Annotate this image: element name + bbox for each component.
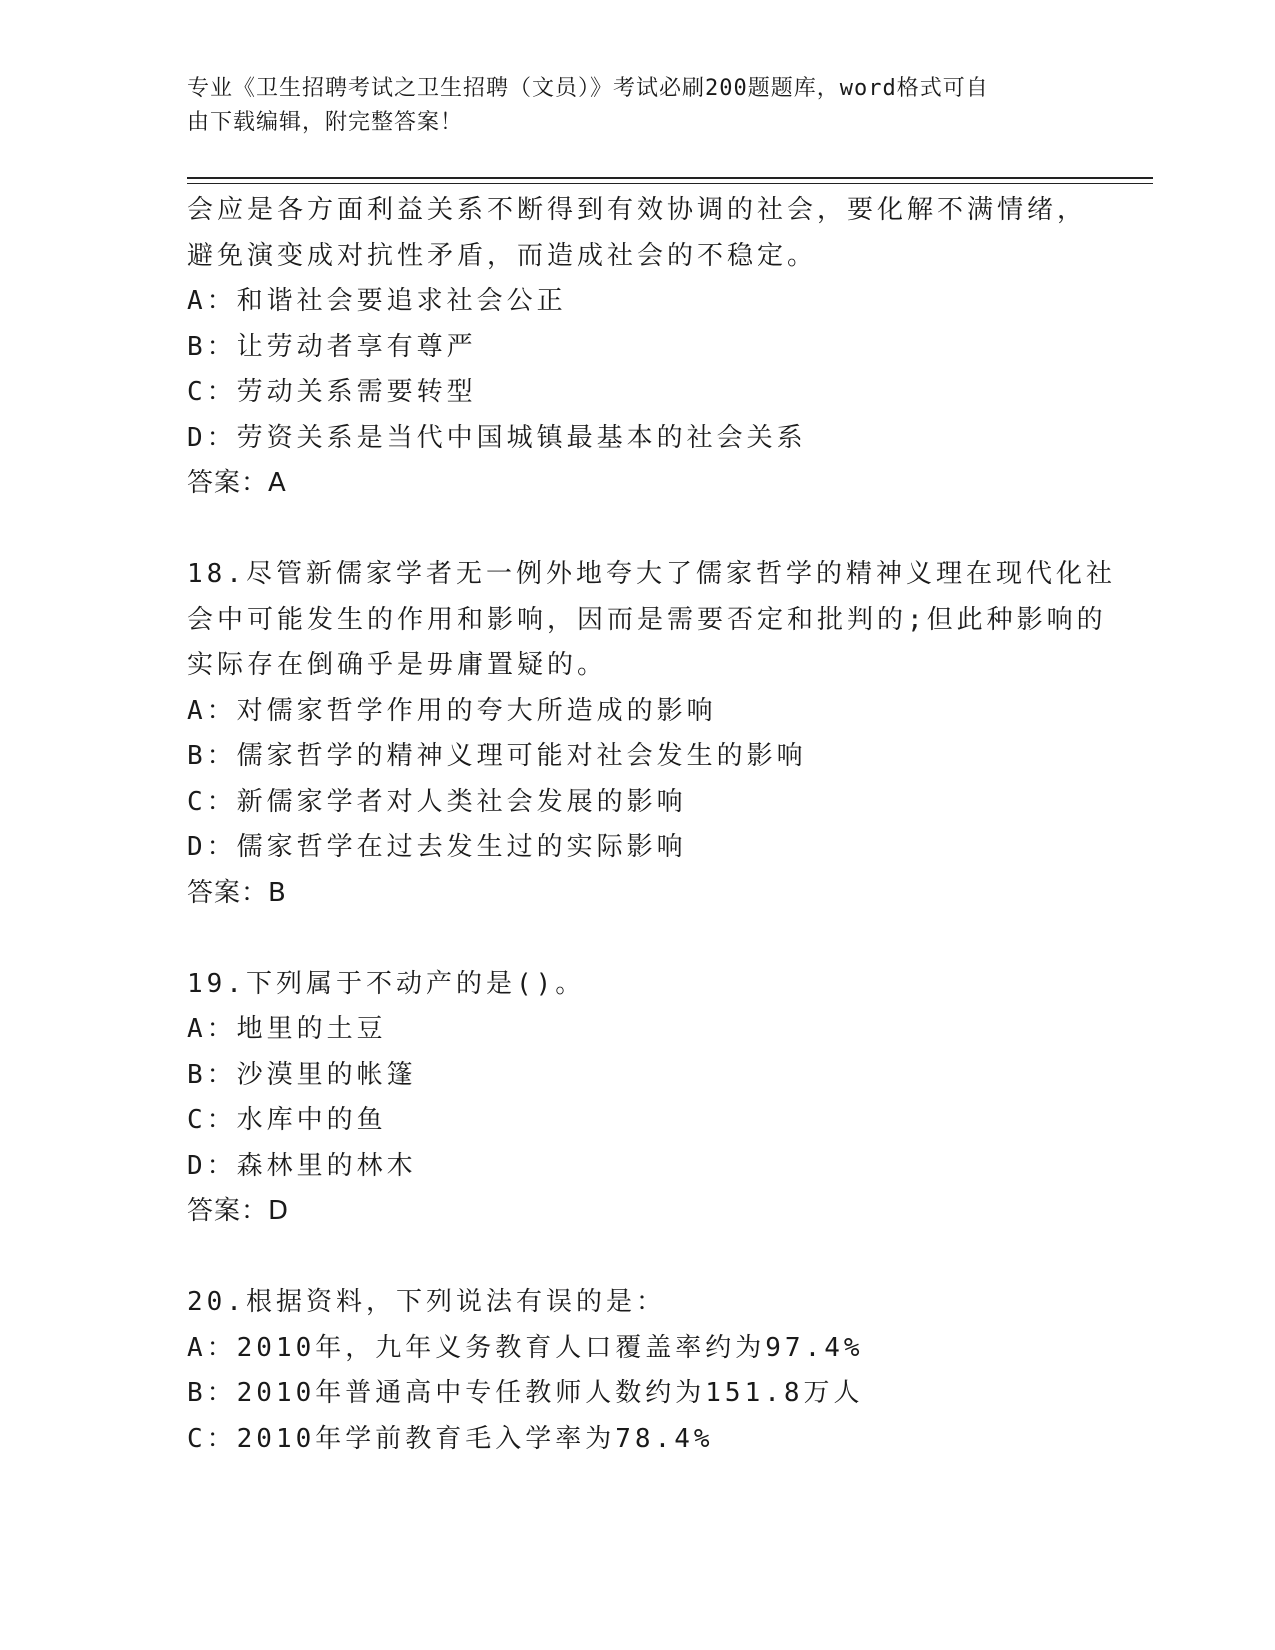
header-rule-thick bbox=[187, 177, 1153, 179]
document-header bbox=[187, 72, 1067, 140]
option-b: B：2010年普通高中专任教师人数约为151.8万人 bbox=[187, 1378, 864, 1408]
option-a: A：对儒家哲学作用的夸大所造成的影响 bbox=[187, 695, 717, 726]
option-a: A：和谐社会要追求社会公正 bbox=[187, 286, 567, 316]
question-19 bbox=[187, 962, 1087, 1235]
question-text-line: 实际存在倒确乎是毋庸置疑的。 bbox=[187, 650, 608, 680]
question-text-line: 避免演变成对抗性矛盾，而造成社会的不稳定。 bbox=[187, 240, 818, 271]
header-line-2: 由下载编辑，附完整答案！ bbox=[187, 110, 464, 135]
option-a: A：2010年，九年义务教育人口覆盖率约为97.4% bbox=[187, 1332, 864, 1363]
option-d: D：劳资关系是当代中国城镇最基本的社会关系 bbox=[187, 422, 807, 453]
question-list bbox=[187, 188, 1116, 1462]
option-d: D：森林里的林木 bbox=[187, 1150, 417, 1181]
question-text-line: 会中可能发生的作用和影响，因而是需要否定和批判的;但此种影响的 bbox=[187, 604, 1107, 635]
question-continued bbox=[187, 188, 1087, 507]
answer-line: 答案：A bbox=[187, 468, 287, 498]
question-text-line: 19.下列属于不动产的是()。 bbox=[187, 968, 586, 999]
option-c: C：劳动关系需要转型 bbox=[187, 377, 477, 407]
question-text-line: 18.尽管新儒家学者无一例外地夸大了儒家哲学的精神义理在现代化社 bbox=[187, 559, 1116, 589]
answer-line: 答案：D bbox=[187, 1196, 290, 1226]
question-text-line: 会应是各方面利益关系不断得到有效协调的社会，要化解不满情绪， bbox=[187, 195, 1088, 225]
option-c: C：2010年学前教育毛入学率为78.4% bbox=[187, 1423, 714, 1454]
spacer bbox=[187, 1235, 1087, 1281]
option-d: D：儒家哲学在过去发生过的实际影响 bbox=[187, 832, 687, 862]
option-b: B：让劳动者享有尊严 bbox=[187, 331, 477, 362]
option-c: C：水库中的鱼 bbox=[187, 1105, 387, 1135]
question-20 bbox=[187, 1280, 1087, 1462]
question-18 bbox=[187, 552, 1116, 916]
question-text-line: 20.根据资料，下列说法有误的是： bbox=[187, 1287, 666, 1317]
option-c: C：新儒家学者对人类社会发展的影响 bbox=[187, 786, 687, 817]
header-line-1: 专业《卫生招聘考试之卫生招聘（文员）》考试必刷200题题库，word格式可自 bbox=[187, 76, 989, 101]
header-rule-thin bbox=[187, 183, 1153, 184]
spacer bbox=[187, 916, 1087, 962]
option-b: B：沙漠里的帐篷 bbox=[187, 1059, 417, 1090]
spacer bbox=[187, 507, 1087, 553]
option-b: B：儒家哲学的精神义理可能对社会发生的影响 bbox=[187, 741, 807, 771]
option-a: A：地里的土豆 bbox=[187, 1014, 387, 1044]
answer-line: 答案：B bbox=[187, 877, 287, 908]
